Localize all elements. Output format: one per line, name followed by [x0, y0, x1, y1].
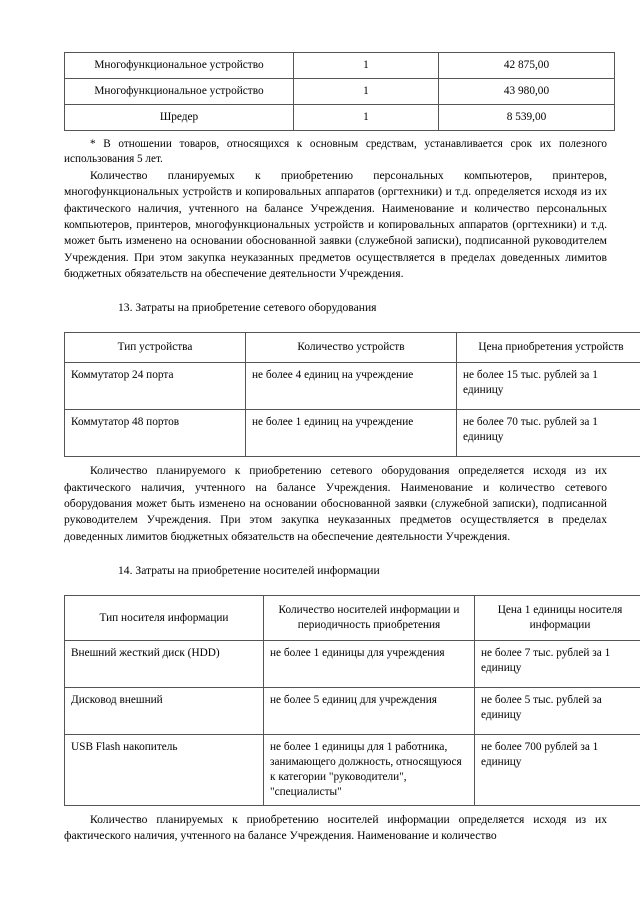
equipment-price-cell: 8 539,00 — [439, 104, 615, 130]
network-price-cell: не более 70 тыс. рублей за 1 единицу — [457, 410, 640, 457]
carrier-type-cell: Дисковод внешний — [65, 688, 264, 735]
table-row — [65, 78, 615, 104]
equipment-price-cell: 42 875,00 — [439, 53, 615, 79]
carrier-type-cell: USB Flash накопитель — [65, 735, 264, 806]
network-count-cell: не более 4 единиц на учреждение — [246, 363, 457, 410]
table-header-row — [65, 596, 640, 641]
equipment-qty-cell: 1 — [294, 53, 439, 79]
table-row — [65, 363, 640, 410]
table-row — [65, 688, 640, 735]
network-price-cell: не более 15 тыс. рублей за 1 единицу — [457, 363, 640, 410]
carrier-price-cell: не более 700 рублей за 1 единицу — [475, 735, 640, 806]
equipment-name-cell: Шредер — [65, 104, 294, 130]
table-row — [65, 104, 615, 130]
carrier-type-cell: Внешний жесткий диск (HDD) — [65, 641, 264, 688]
section-14-heading: 14. Затраты на приобретение носителей информации — [118, 564, 380, 578]
carrier-header-count: Количество носителей информации и периодичность приобретения — [264, 596, 475, 641]
footnote-text: * В отношении товаров, относящихся к основным средствам, устанавливается срок их полезного использования 5 лет. — [64, 137, 607, 166]
paragraph-equipment: Количество планируемых к приобретению персональных компьютеров, принтеров, многофункциональных устройств и копировальных аппаратов (оргтехники) и т.д. определяется исходя из их фактического наличия, учтенного на балансе Учреждения. Наименование и количество персональных компьютеров, принтеров, многофункциональных устройств и копировальных аппаратов (оргтехники) и т.д. может быть изменено на основании обоснованной заявки (служебной записки), подписанной руководителем Учреждения. При этом закупка неуказанных предметов осуществляется в пределах доведенных лимитов бюджетных обязательств на обеспечение деятельности Учреждения. — [64, 168, 607, 280]
table-row — [65, 735, 640, 806]
paragraph-network: Количество планируемого к приобретению сетевого оборудования определяется исходя из их фактического наличия, учтенного на балансе Учреждения. Наименование и количество сетевого оборудования может быть изменено на основании обоснованной заявки (служебной записки), подписанной руководителем Учреждения. При этом закупка неуказанных предметов осуществляется в пределах доведенных лимитов бюджетных обязательств на обеспечение деятельности Учреждения. — [64, 464, 607, 543]
carrier-header-type: Тип носителя информации — [65, 596, 264, 641]
network-header-price: Цена приобретения устройств — [457, 333, 640, 363]
network-equipment-table — [64, 332, 640, 457]
carrier-price-cell: не более 7 тыс. рублей за 1 единицу — [475, 641, 640, 688]
network-header-type: Тип устройства — [65, 333, 246, 363]
equipment-price-cell: 43 980,00 — [439, 78, 615, 104]
carrier-header-price: Цена 1 единицы носителя информации — [475, 596, 640, 641]
equipment-name-cell: Многофункциональное устройство — [65, 53, 294, 79]
carrier-price-cell: не более 5 тыс. рублей за единицу — [475, 688, 640, 735]
equipment-continued-table — [64, 52, 615, 131]
table-row — [65, 410, 640, 457]
table-row — [65, 53, 615, 79]
section-13-heading: 13. Затраты на приобретение сетевого оборудования — [118, 301, 377, 315]
table-header-row — [65, 333, 640, 363]
network-type-cell: Коммутатор 24 порта — [65, 363, 246, 410]
network-count-cell: не более 1 единиц на учреждение — [246, 410, 457, 457]
carrier-count-cell: не более 5 единиц для учреждения — [264, 688, 475, 735]
equipment-name-cell: Многофункциональное устройство — [65, 78, 294, 104]
equipment-qty-cell: 1 — [294, 104, 439, 130]
network-header-count: Количество устройств — [246, 333, 457, 363]
paragraph-carriers: Количество планируемых к приобретению носителей информации определяется исходя из их фактического наличия, учтенного на балансе Учреждения. Наименование и количество — [64, 812, 607, 843]
carrier-count-cell: не более 1 единицы для учреждения — [264, 641, 475, 688]
network-type-cell: Коммутатор 48 портов — [65, 410, 246, 457]
equipment-qty-cell: 1 — [294, 78, 439, 104]
table-row — [65, 641, 640, 688]
information-carriers-table — [64, 595, 640, 805]
carrier-count-cell: не более 1 единицы для 1 работника, занимающего должность, относящуюся к категории "руководители", "специалисты" — [264, 735, 475, 806]
